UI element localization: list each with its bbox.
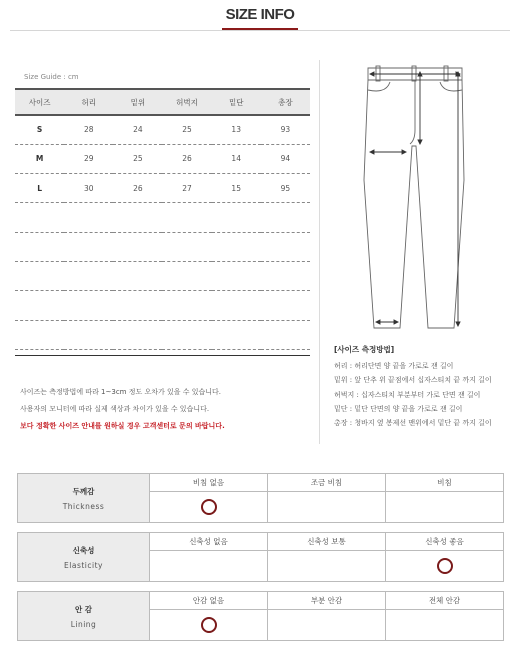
fabric-option <box>386 533 503 581</box>
size-notes <box>20 384 225 435</box>
table-cell: 26 <box>162 144 211 173</box>
col-header: 총장 <box>261 89 310 115</box>
col-header: 사이즈 <box>15 89 64 115</box>
measure-method <box>334 343 516 430</box>
col-header: 허벅지 <box>162 89 211 115</box>
table-cell <box>64 261 113 290</box>
fabric-option-cell <box>150 492 267 522</box>
fabric-option-cell <box>268 610 385 640</box>
table-cell <box>261 320 310 349</box>
fabric-label-en: Thickness <box>62 501 105 511</box>
table-row <box>15 232 310 261</box>
table-cell: 13 <box>212 115 261 144</box>
method-line: 허리 : 허리단면 양 끝을 가로로 잰 길이 <box>334 362 454 371</box>
table-cell <box>261 291 310 320</box>
page-title: SIZE INFO <box>225 6 295 23</box>
table-cell <box>64 320 113 349</box>
col-header: 허리 <box>64 89 113 115</box>
table-row <box>15 320 310 349</box>
size-label-cell <box>15 320 64 349</box>
table-row <box>15 115 310 144</box>
fabric-label-ko: 안 감 <box>74 604 93 614</box>
fabric-label-ko: 두께감 <box>72 486 95 496</box>
table-cell <box>261 261 310 290</box>
table-cell <box>113 232 162 261</box>
size-label-cell <box>15 232 64 261</box>
size-guide-unit: Size Guide : cm <box>24 73 79 81</box>
fabric-label <box>18 474 150 522</box>
fabric-label-ko: 신축성 <box>72 545 95 555</box>
table-cell <box>261 203 310 232</box>
size-label-cell <box>15 203 64 232</box>
table-bottom-rule <box>15 355 310 356</box>
size-label-cell: L <box>15 174 64 203</box>
size-label-cell: S <box>15 115 64 144</box>
table-row <box>15 174 310 203</box>
table-cell: 93 <box>261 115 310 144</box>
fabric-option-cell <box>268 551 385 581</box>
size-label-cell: M <box>15 144 64 173</box>
fabric-table <box>17 473 504 523</box>
table-cell <box>64 232 113 261</box>
fabric-option <box>268 474 386 522</box>
table-cell <box>212 320 261 349</box>
fabric-option <box>386 474 503 522</box>
table-cell <box>212 232 261 261</box>
selected-circle-icon <box>201 499 217 515</box>
table-cell: 30 <box>64 174 113 203</box>
fabric-option-cell <box>386 551 503 581</box>
pants-diagram-icon <box>360 60 480 335</box>
table-cell: 14 <box>212 144 261 173</box>
table-cell <box>162 232 211 261</box>
fabric-option <box>386 592 503 640</box>
table-cell: 26 <box>113 174 162 203</box>
table-cell <box>113 261 162 290</box>
table-cell: 25 <box>162 115 211 144</box>
table-cell <box>212 261 261 290</box>
vertical-divider <box>319 60 320 444</box>
fabric-option-label: 신축성 없음 <box>150 533 267 551</box>
size-table-header <box>15 89 310 115</box>
table-cell <box>212 203 261 232</box>
fabric-option-cell <box>150 551 267 581</box>
fabric-option-label: 신축성 보통 <box>268 533 385 551</box>
fabric-option-cell <box>268 492 385 522</box>
table-cell <box>113 291 162 320</box>
table-cell: 24 <box>113 115 162 144</box>
table-row <box>15 261 310 290</box>
fabric-option <box>150 474 268 522</box>
fabric-label-en: Elasticity <box>64 560 103 570</box>
table-row <box>15 291 310 320</box>
table-cell: 25 <box>113 144 162 173</box>
table-cell: 15 <box>212 174 261 203</box>
col-header: 밑위 <box>113 89 162 115</box>
fabric-label <box>18 592 150 640</box>
table-cell <box>261 232 310 261</box>
method-line: 밑단 : 밑단 단면의 양 끝을 가로로 잰 길이 <box>334 404 463 413</box>
fabric-option-label: 전체 안감 <box>386 592 503 610</box>
table-cell <box>113 203 162 232</box>
note-line: 사이즈는 측정방법에 따라 1~3cm 정도 오차가 있을 수 있습니다. <box>20 388 221 396</box>
fabric-option <box>268 533 386 581</box>
table-cell: 29 <box>64 144 113 173</box>
fabric-option-label: 조금 비침 <box>268 474 385 492</box>
fabric-option-label: 비침 없음 <box>150 474 267 492</box>
size-label-cell <box>15 291 64 320</box>
method-line: 허벅지 : 십자스티치 부분부터 가로 단면 잰 길이 <box>334 390 481 399</box>
table-cell <box>64 203 113 232</box>
fabric-option <box>268 592 386 640</box>
col-header: 밑단 <box>212 89 261 115</box>
fabric-option <box>150 592 268 640</box>
table-cell: 95 <box>261 174 310 203</box>
fabric-option <box>150 533 268 581</box>
table-cell: 94 <box>261 144 310 173</box>
fabric-option-cell <box>150 610 267 640</box>
fabric-label-en: Lining <box>70 619 97 629</box>
table-cell <box>212 291 261 320</box>
method-line: 총장 : 청바지 옆 봉제선 맨위에서 밑단 끝 까지 길이 <box>334 419 492 428</box>
note-line: 사용자의 모니터에 따라 실제 색상과 차이가 있을 수 있습니다. <box>20 405 210 413</box>
table-cell <box>64 291 113 320</box>
fabric-option-label: 부분 안감 <box>268 592 385 610</box>
fabric-option-cell <box>386 610 503 640</box>
table-cell: 27 <box>162 174 211 203</box>
note-line-notice: 보다 정확한 사이즈 안내를 원하실 경우 고객센터로 문의 바랍니다. <box>20 422 225 430</box>
method-line: 밑위 : 앞 단추 위 끝점에서 십자스티치 끝 까지 길이 <box>334 376 492 385</box>
selected-circle-icon <box>201 617 217 633</box>
fabric-label <box>18 533 150 581</box>
table-cell <box>113 320 162 349</box>
table-cell: 28 <box>64 115 113 144</box>
fabric-option-cell <box>386 492 503 522</box>
fabric-table <box>17 591 504 641</box>
table-cell <box>162 291 211 320</box>
table-row <box>15 203 310 232</box>
fabric-option-label: 비침 <box>386 474 503 492</box>
size-table <box>15 88 310 350</box>
fabric-option-label: 신축성 좋음 <box>386 533 503 551</box>
size-label-cell <box>15 261 64 290</box>
measure-method-title: [사이즈 측정방법] <box>334 345 395 354</box>
table-cell <box>162 203 211 232</box>
fabric-option-label: 안감 없음 <box>150 592 267 610</box>
selected-circle-icon <box>437 558 453 574</box>
table-row <box>15 144 310 173</box>
divider <box>10 30 510 31</box>
table-cell <box>162 320 211 349</box>
fabric-table <box>17 532 504 582</box>
table-cell <box>162 261 211 290</box>
